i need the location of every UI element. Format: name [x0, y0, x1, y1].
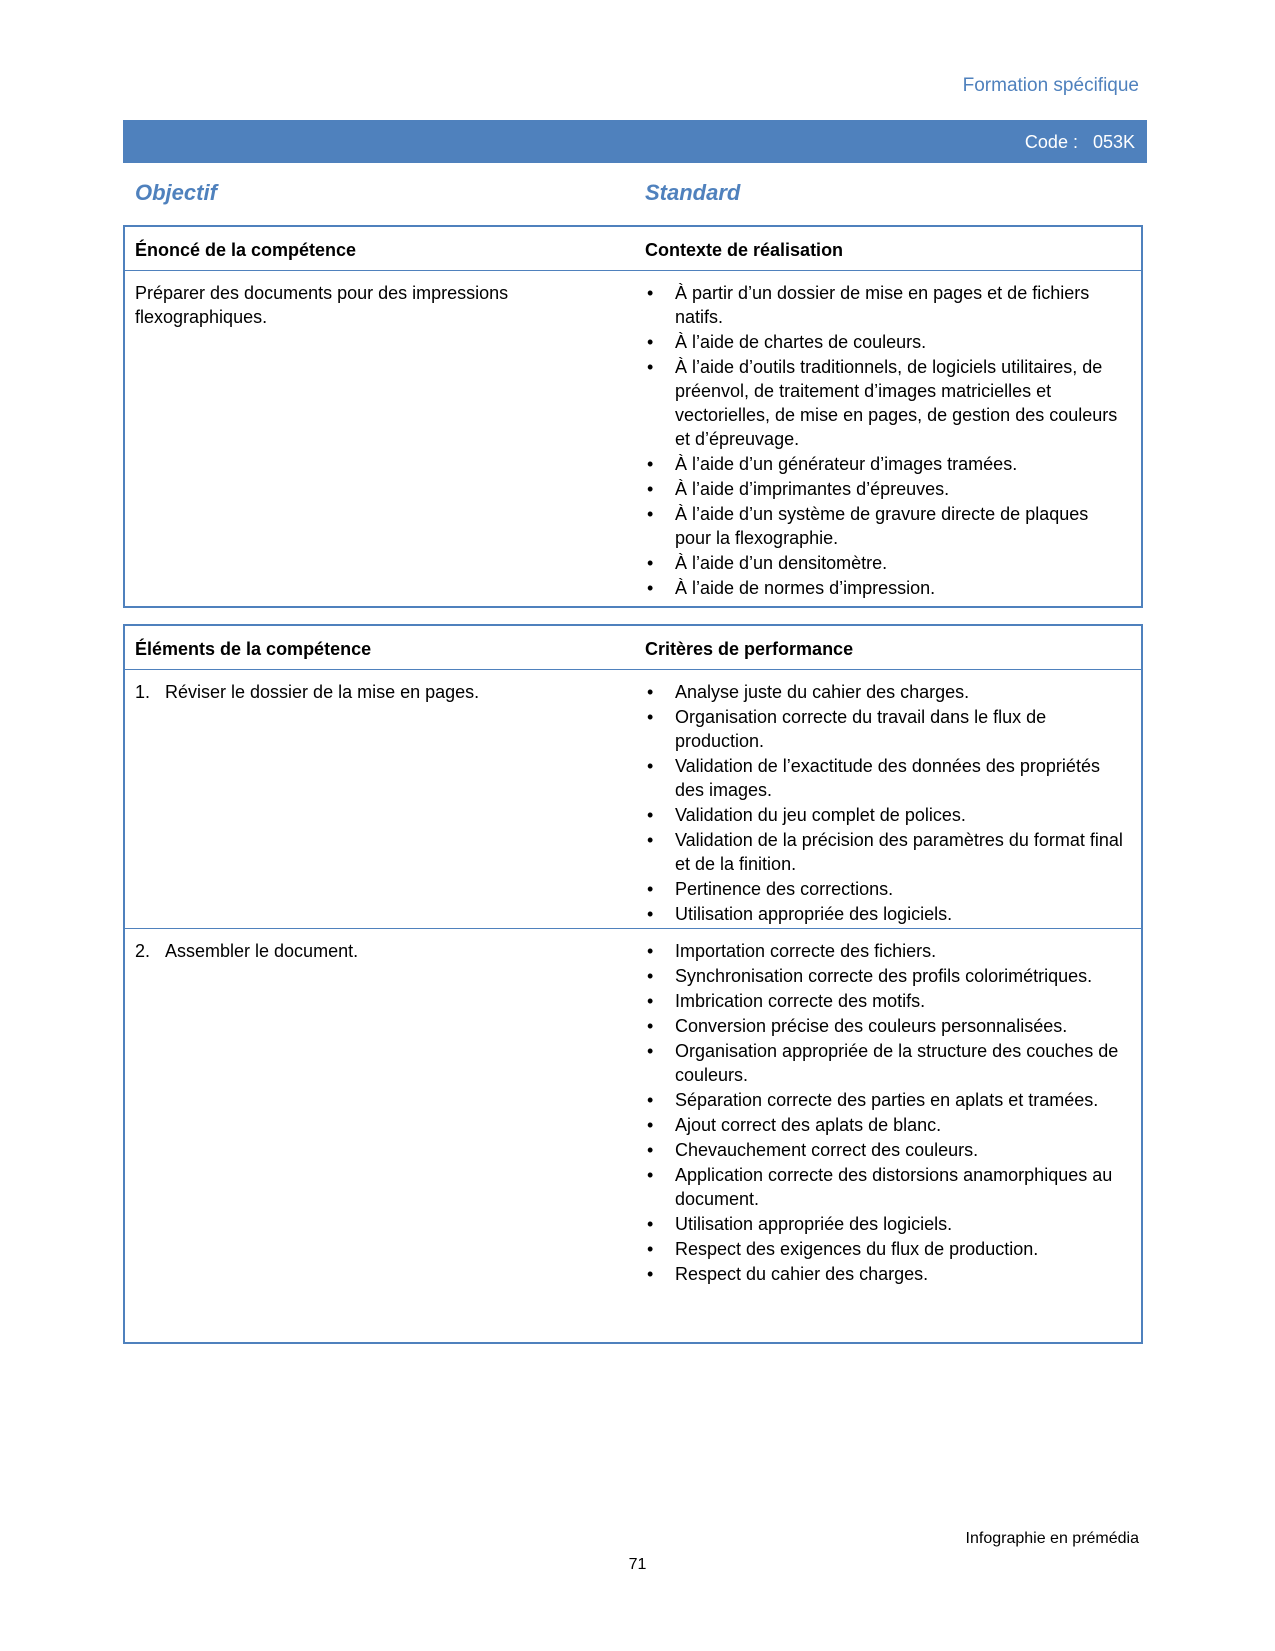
program-type: Formation spécifique: [962, 75, 1139, 96]
list-item: • Importation correcte des fichiers.: [645, 939, 1125, 963]
criteria-header: Critères de performance: [645, 639, 854, 659]
statement-header: Énoncé de la compétence: [135, 240, 357, 260]
list-item: • Conversion précise des couleurs personnalisées.: [645, 1014, 1125, 1038]
list-item: • À l’aide d’un densitomètre.: [645, 551, 1125, 575]
table-header: [125, 227, 1141, 271]
element-2: [135, 939, 605, 963]
list-item: • À l’aide d’un générateur d’images tramées.: [645, 452, 1125, 476]
competency-statement: Préparer des documents pour des impressions flexographiques.: [135, 283, 509, 327]
context-header: Contexte de réalisation: [645, 240, 844, 260]
list-item: • Validation du jeu complet de polices.: [645, 803, 1125, 827]
list-item: • Pertinence des corrections.: [645, 877, 1125, 901]
list-item: • Séparation correcte des parties en aplats et tramées.: [645, 1088, 1125, 1112]
code-bar: [123, 120, 1147, 163]
criteria-list: [645, 939, 1125, 1287]
standard-label: Standard: [645, 180, 741, 205]
list-item: • Application correcte des distorsions anamorphiques au document.: [645, 1163, 1125, 1211]
element-number: 1.: [135, 682, 151, 702]
competency-elements-table: [123, 624, 1143, 1344]
table-row: [125, 928, 1141, 1338]
context-list: [645, 281, 1125, 601]
competency-code: Code : 053K: [1024, 132, 1135, 152]
list-item: • Utilisation appropriée des logiciels.: [645, 1212, 1125, 1236]
list-item: • Organisation correcte du travail dans le flux de production.: [645, 705, 1125, 753]
list-item: • Validation de la précision des paramètres du format final et de la finition.: [645, 828, 1125, 876]
list-item: • Utilisation appropriée des logiciels.: [645, 902, 1125, 926]
table-row: [125, 271, 1141, 606]
list-item: • À l’aide de chartes de couleurs.: [645, 330, 1125, 354]
page-number: 71: [628, 1556, 647, 1573]
competency-statement-table: [123, 225, 1143, 608]
list-item: • Respect du cahier des charges.: [645, 1262, 1125, 1286]
table-header: [125, 626, 1141, 670]
criteria-list: [645, 680, 1125, 927]
list-item: • Respect des exigences du flux de production.: [645, 1237, 1125, 1261]
elements-header: Éléments de la compétence: [135, 639, 372, 659]
list-item: • À l’aide d’imprimantes d’épreuves.: [645, 477, 1125, 501]
list-item: • À l’aide de normes d’impression.: [645, 576, 1125, 600]
list-item: • Synchronisation correcte des profils colorimétriques.: [645, 964, 1125, 988]
list-item: • Imbrication correcte des motifs.: [645, 989, 1125, 1013]
list-item: • À l’aide d’un système de gravure directe de plaques pour la flexographie.: [645, 502, 1125, 550]
element-label: Réviser le dossier de la mise en pages.: [165, 682, 480, 702]
list-item: • Validation de l’exactitude des données des propriétés des images.: [645, 754, 1125, 802]
element-label: Assembler le document.: [165, 941, 359, 961]
list-item: • Analyse juste du cahier des charges.: [645, 680, 1125, 704]
list-item: • À l’aide d’outils traditionnels, de logiciels utilitaires, de préenvol, de traitement d’images matricielles et vectorielles, de mise en pages, de gestion des couleurs et d’épreuvage.: [645, 355, 1125, 451]
element-1: [135, 680, 605, 704]
table-row: [125, 670, 1141, 928]
list-item: • Chevauchement correct des couleurs.: [645, 1138, 1125, 1162]
section-labels: [133, 180, 1147, 210]
list-item: • Ajout correct des aplats de blanc.: [645, 1113, 1125, 1137]
list-item: • À partir d’un dossier de mise en pages et de fichiers natifs.: [645, 281, 1125, 329]
list-item: • Organisation appropriée de la structure des couches de couleurs.: [645, 1039, 1125, 1087]
element-number: 2.: [135, 941, 151, 961]
objectif-label: Objectif: [135, 180, 217, 205]
program-name: Infographie en prémédia: [965, 1530, 1139, 1547]
